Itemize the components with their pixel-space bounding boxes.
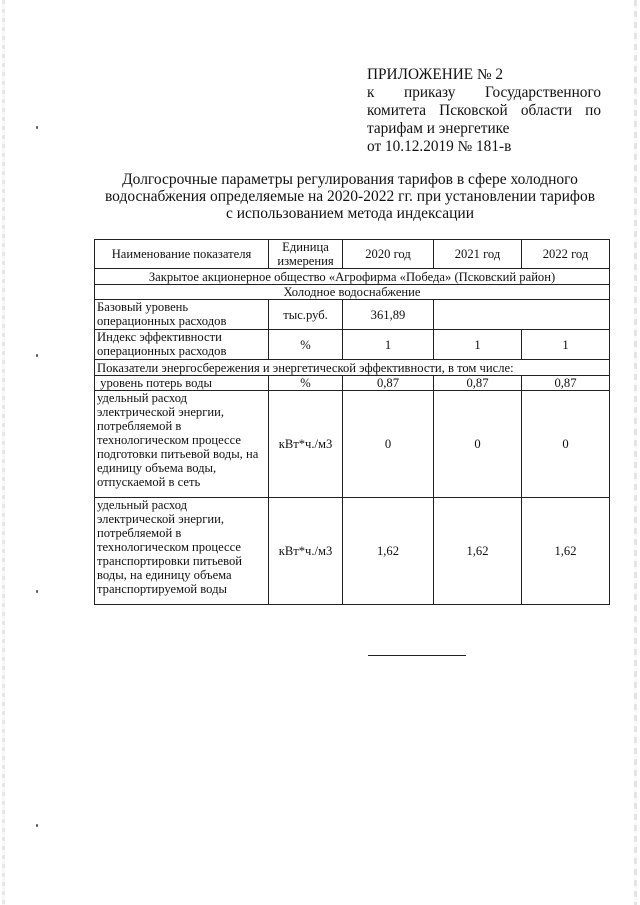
row-unit: тыс.руб. [269,300,343,330]
row-unit: кВт*ч./м3 [269,391,343,498]
row-name: удельный расход электрической энергии, потребляемой в технологическом процессе транспортировки питьевой воды, на единицу объема транспортируемой воды [95,498,269,605]
row-name: удельный расход электрической энергии, потребляемой в технологическом процессе подготовки питьевой воды, на единицу объема воды, отпускаемой в сеть [95,391,269,498]
document-title [100,171,600,222]
row-value-2021: 0,87 [434,376,522,391]
end-divider-line [368,655,466,656]
row-value-2020: 0,87 [343,376,434,391]
table-header-row [95,240,610,269]
scan-speck [36,824,38,827]
row-value-2020: 1,62 [343,498,434,605]
title-line-1: Долгосрочные параметры регулирования тарифов в сфере холодного [122,171,578,188]
row-unit: кВт*ч./м3 [269,498,343,605]
parameters-table [94,239,610,605]
table-row [95,330,610,360]
appendix-tariffs-line: тарифам и энергетике [367,120,510,137]
appendix-committee-line: комитета Псковской области по [367,102,601,119]
energy-section-row [95,360,610,376]
row-value-2020: 0 [343,391,434,498]
row-value-2022: 1,62 [522,498,610,605]
appendix-header [367,66,601,156]
row-value-2021: 1,62 [434,498,522,605]
column-header-2022: 2022 год [522,240,610,269]
row-name: уровень потерь воды [95,376,269,391]
title-line-2: водоснабжения определяемые на 2020-2022 гг. при установлении тарифов [104,188,596,205]
energy-section-title: Показатели энергосбережения и энергетической эффективности, в том числе: [95,360,610,376]
row-name: Базовый уровень операционных расходов [95,300,269,330]
row-value-2022: 0 [522,391,610,498]
table-row [95,498,610,605]
row-value-2022: 1 [522,330,610,360]
scan-edge-right [634,0,637,905]
row-unit: % [269,376,343,391]
row-unit: % [269,330,343,360]
company-row [95,269,610,285]
table-row [95,391,610,498]
service-name: Холодное водоснабжение [95,285,610,300]
table-row [95,376,610,391]
column-header-name: Наименование показателя [95,240,269,269]
row-value-2022: 0,87 [522,376,610,391]
scan-speck [36,590,38,593]
title-line-3: с использованием метода индексации [225,205,475,222]
column-header-2021: 2021 год [434,240,522,269]
appendix-date-line: от 10.12.2019 № 181-в [367,138,512,155]
scan-edge-left [2,0,5,905]
table-row [95,300,610,330]
column-header-2020: 2020 год [343,240,434,269]
scan-speck [36,354,38,357]
service-row [95,285,610,300]
row-name: Индекс эффективности операционных расходов [95,330,269,360]
row-value-2021-2022 [434,300,610,330]
row-value-2020: 361,89 [343,300,434,330]
row-value-2021: 1 [434,330,522,360]
company-name: Закрытое акционерное общество «Агрофирма «Победа» (Псковский район) [95,269,610,285]
appendix-number: ПРИЛОЖЕНИЕ № 2 [367,66,504,83]
scan-speck [36,126,38,129]
column-header-unit: Единица измерения [269,240,343,269]
row-value-2021: 0 [434,391,522,498]
appendix-order-line: к приказу Государственного [367,84,601,101]
row-value-2020: 1 [343,330,434,360]
